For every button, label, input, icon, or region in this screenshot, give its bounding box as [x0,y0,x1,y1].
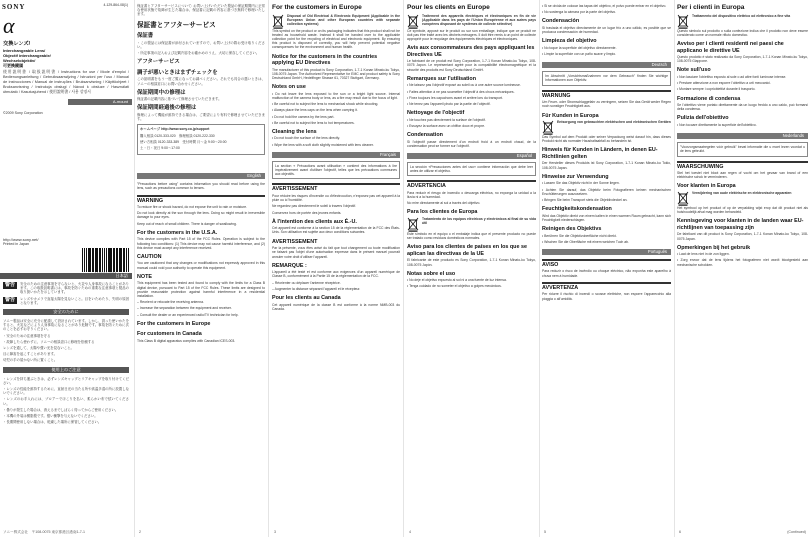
usage-bar: 使用上のご注意 [3,367,129,373]
fold-line [539,0,540,537]
heading-notes-on-use: Notes on use [272,84,306,91]
heading-remarque: REMARQUE : [272,262,307,269]
heading-europa-es: Para los clientes de Europa [407,209,478,216]
alpha-logo: α [3,13,15,38]
heading-hinweise: Hinweise zur Verwendung [542,173,609,180]
page-number-5: 5 [544,530,546,534]
heading-aviso-ue: Aviso para los clientes de países en los que se aplican las directivas de la UE [407,244,527,257]
cover-column [0,0,132,537]
heading-feuchtigkeit: Feuchtigkeitskondensation [542,206,612,213]
heading-avertissement-1: AVERTISSEMENT [272,183,400,193]
heading-canada-fr: Pour les clients au Canada [272,295,341,302]
heading-note-uso: Note sull'uso [677,67,711,74]
warning-label-1: 警告 [5,282,16,288]
copyright: ©2009 Sony Corporation [3,110,43,115]
heading-europe-fr: Pour les clients en Europe [407,4,490,11]
heading-advertencia-1: ADVERTENCIA [407,180,536,190]
heading-eu-notice: Notice for the customers in the countries applying EU Directives [272,53,378,67]
heading-nettoyage: Nettoyage de l'objectif [407,110,465,117]
column-2: 保証書とアフターサービスについて: お買い上げいただいた製品の保証期間内に正常な使用状態で故障が生じた場合は、保証書に記載の内容に基づき無料で修理いたします。 保証書とアフターサービス 保証書 ・この製品には保証書が添付されていますので、お買い上げの際お受け取りください。 ・所定事項の記入および記載内容をお確かめのうえ、大切に保存してください。 アフターサービス 調子が悪いときはまずチェックを この説明書をもう一度ご覧になってお調べください。それでも具合の悪いときは、ソニーの相談窓口にお問い合わせください。 保証期間中の修理は 保証書の記載内容に基づいて修理させていただきます。 保証期間経過後の修理は 修理によって機能が維持できる場合は、ご要望により有料で修理させていただきます。 ホームページ http://www.sony.co.jp/support 購入相談 0120-333-020 修理相談 0120-222-330 使い方相談 0120-333-389 受付時間 月～金 9:00～20:00 土・日・祝日 9:00～17:00 English "Precautions before using" contains information you should read before using the lens, such as precautions common to lenses. WARNING To reduce fire or shock hazard, do not expose the unit to rain or moisture. Do not look directly at the sun through the lens. Doing so might result in irreversible damage to your eyes. Keep out of reach of small children. There is danger of swallowing. For the customers in the U.S.A. This device complies with Part 15 of the FCC Rules. Operation is subject to the following two conditions: (1) This device may not cause harmful interference, and (2) this device must accept any interference received. CAUTION You are cautioned that any changes or modifications not expressly approved in this manual could void your authority to operate this equipment. NOTE This equipment has been tested and found to comply with the limits for a Class B digital device, pursuant to Part 15 of the FCC Rules. These limits are designed to provide reasonable protection against harmful interference in a residential installation. – Reorient or relocate the receiving antenna. – Increase the separation between the equipment and receiver. – Consult the dealer or an experienced radio/TV technician for help. For the customers in Europe For customers in Canada This Class B digital apparatus complies with Canadian ICES-003. 2 [137,4,265,534]
column-4: Pour les clients en Europe Traitement des appareils électriques et électroniques en fin de vie (Applicable dans les pays de l'Union Européenne et aux autres pays européens disposant de systèmes de collecte sélective) Ce symbole, apposé sur le produit ou sur son emballage, indique que ce produit ne doit pas être traité avec les déchets ménagers. Il doit être remis à un point de collecte approprié pour le recyclage des équipements électriques et électroniques. Avis aux consommateurs des pays appliquant les Directives UE Le fabricant de ce produit est Sony Corporation, 1-7-1 Konan Minato-ku Tokyo, 108-0075 Japon. Le représentant agréé pour la compatibilité électromagnétique et la sécurité des produits est Sony Deutschland GmbH. Remarques sur l'utilisation • Ne laissez pas l'objectif exposé au soleil ou à une autre source lumineuse. • Faites attention à ne pas soumettre l'objectif à des chocs mécaniques. • Fixez toujours les capuchons avant et arrière lors du transport. • Ne tenez pas l'appareil photo par la partie de l'objectif. Nettoyage de l'objectif • Ne touchez pas directement la surface de l'objectif. • Essuyez la surface avec un chiffon doux et propre. Condensation Si l'objectif passe directement d'un endroit froid à un endroit chaud, de la condensation peut se former sur l'objectif. Español La sección «Precauciones antes del uso» contiene información que debe leer antes de utilizar el objetivo. ADVERTENCIA Para reducir el riesgo de incendio o descarga eléctrica, no exponga la unidad a la lluvia ni a la humedad. No mire directamente al sol a través del objetivo. Para los clientes de Europa Tratamiento de los equipos eléctricos y electrónicos al final de su vida útil Este símbolo en el equipo o el embalaje indica que el presente producto no puede ser tratado como residuos domésticos normales. Aviso para los clientes de países en los que se aplican las directivas de la UE El fabricante de este producto es Sony Corporation, 1-7-1 Konan Minato-ku Tokyo, 108-0075 Japón. Notas sobre el uso • No deje el objetivo expuesto al sol ni a una fuente de luz intensa. • Tenga cuidado de no someter el objetivo a golpes mecánicos. 4 [407,4,536,534]
column-3: For the customers in Europe Disposal of Old Electrical & Electronic Equipment (Applicable in the European Union and other European countries with separate collection systems) This symbol on the product or on its packaging indicates that this product shall not be treated as household waste. Instead it shall be handed over to the applicable collection point for the recycling of electrical and electronic equipment. By ensuring this product is disposed of correctly, you will help prevent potential negative consequences for the environment and human health. Notice for the customers in the countries applying EU Directives The manufacturer of this product is Sony Corporation, 1-7-1 Konan Minato-ku Tokyo, 108-0075 Japan. The Authorized Representative for EMC and product safety is Sony Deutschland GmbH, Hedelfinger Strasse 61, 70327 Stuttgart, Germany. Notes on use • Do not leave the lens exposed to the sun or a bright light source. Internal malfunction of the camera body or lens, as a fire may result due to the focus of light. • Be careful not to subject the lens to mechanical shock while shooting. • Always place the lens caps on the lens when carrying it. • Do not hold the camera by the lens part. • Be careful not to subject the lens to hot temperatures. Cleaning the lens • Do not touch the surface of the lens directly. • Wipe the lens with a soft cloth slightly moistened with lens cleaner. Français La section « Précautions avant utilisation » contient des informations à lire impérativement avant d'utiliser l'objectif, telles que les précautions communes aux objectifs. AVERTISSEMENT Pour réduire les risques d'incendie ou d'électrocution, n'exposez pas cet appareil à la pluie ou à l'humidité. Ne regardez pas directement le soleil à travers l'objectif. Conservez hors de portée des jeunes enfants. À l'intention des clients aux É.-U. Cet appareil est conforme à la section 15 de la réglementation de la FCC des États-Unis. Son utilisation est sujette aux deux conditions suivantes. AVERTISSEMENT Par la présente, vous êtes avisé du fait que tout changement ou toute modification ne faisant pas l'objet d'une autorisation expresse dans le présent manuel pourrait annuler votre droit d'utiliser l'appareil. REMARQUE : L'appareil a été testé et est conforme aux exigences d'un appareil numérique de Classe B, conformément à la Partie 15 de la réglementation de la FCC. – Réorienter ou déplacer l'antenne réceptrice. – Augmenter la distance séparant l'appareil et le récepteur. Pour les clients au Canada Cet appareil numérique de la classe B est conforme à la norme NMB-003 du Canada. 3 [272,4,400,534]
crossed-bin-icon [542,120,554,135]
crossed-bin-icon [677,14,689,29]
heading-pulizia: Pulizia dell'obiettivo [677,115,729,122]
crossed-bin-icon [677,191,689,206]
contact-box: ホームページ http://www.sony.co.jp/support 購入相談 0120-333-020 修理相談 0120-222-330 使い方相談 0120-333-389 受付時間 月～金 9:00～20:00 土・日・祝日 9:00～17:00 [137,124,265,155]
heading-customers-canada: For customers in Canada [137,331,202,338]
heading-warnung: WARNUNG [542,90,671,100]
french-bar: Français [272,152,400,158]
column-6: Per i clienti in Europa Trattamento del dispositivo elettrico od elettronico a fine vita Questo simbolo sul prodotto o sulla confezione indica che il prodotto non deve essere considerato come un normale rifiuto domestico. Avviso per i clienti residenti nei paesi che applicano le direttive UE Questo prodotto è stato realizzato da Sony Corporation, 1-7-1 Konan Minato-ku Tokyo, 108-0075 Giappone. Note sull'uso • Non lasciare l'obiettivo esposto al sole o ad altre fonti luminose intense. • Prestare attenzione a non esporre l'obiettivo a urti meccanici. • Montare sempre i copriobiettivi durante il trasporto. Formazione di condensa Se l'obiettivo viene portato direttamente da un luogo freddo a uno caldo, può formarsi della condensa. Pulizia dell'obiettivo • Non toccare direttamente la superficie dell'obiettivo. Nederlands "Voorzorgsmaatregelen vóór gebruik" bevat informatie die u moet lezen voordat u de lens gebruikt. WAARSCHUWING Stel het toestel niet bloot aan regen of vocht om het gevaar van brand of een elektrische schok te verminderen. Voor klanten in Europa Verwijdering van oude elektrische en elektronische apparaten Het symbool op het product of op de verpakking wijst erop dat dit product niet als huishoudelijk afval mag worden behandeld. Kennisgeving voor klanten in de landen waar EU-richtlijnen van toepassing zijn De fabrikant van dit product is Sony Corporation, 1-7-1 Konan Minato-ku Tokyo, 108-0075 Japan. Opmerkingen bij het gebruik • Laat de lens niet in de zon liggen. • Zorg ervoor dat de lens tijdens het fotograferen niet wordt blootgesteld aan mechanische schokken. 6 (Continued) [677,4,808,534]
sony-logo: SONY [2,3,26,11]
fold-line [134,0,135,537]
fold-line [268,0,269,537]
heading-attention-us: À l'intention des clients aux É.-U. [272,218,357,225]
fold-line [674,0,675,537]
heading-europe-en: For the customers in Europe [272,4,362,11]
barcode-area [3,238,129,277]
heading-repair-during: 保証期間中の修理は [137,89,186,96]
heading-warranty-service: 保証書とアフターサービス [137,21,216,29]
heading-condensa: Formazione di condensa [677,95,741,102]
continued-label: (Continued) [787,530,806,534]
heading-cleaning: Cleaning the lens [272,128,317,135]
heading-kennisgeving: Kennisgeving voor klanten in de landen waar EU-richtlijnen van toepassing zijn [677,218,804,231]
lens-title: 交換レンズ/ Interchangeable Lens/ Objectif interchangeable/ Wechselobjektiv/ 可更換鏡頭 [3,41,51,68]
barcode [82,248,129,272]
english-bar: English [137,173,265,179]
heading-europa-nl: Voor klanten in Europa [677,183,736,190]
heading-caution: CAUTION [137,253,162,260]
heading-waarschuwing: WAARSCHUWING [677,161,808,171]
heading-europa-de: Für Kunden in Europa [542,112,599,119]
heading-avvertenza: AVVERTENZA [542,282,671,292]
page-number-4: 4 [409,530,411,534]
heading-limpieza: Limpieza del objetivo [542,38,597,45]
heading-customers-us: For the customers in the U.S.A. [137,229,218,236]
heading-europa-it: Per i clienti in Europa [677,4,745,11]
heading-condensation: Condensation [407,132,443,139]
model-bar: A-mount [68,99,132,105]
spanish-bar: Español [407,153,536,159]
printed-in: Printed in Japan [3,242,29,247]
dutch-bar: Nederlands [677,133,808,139]
language-list: 使用説明書 / 取扱説明書 / Instructions for use / Mode d'emploi / Bedienungsanleitung / Gebruiksaanwijzing / Istruzioni per l'uso / Manual de instrucciones / Manual de instruções / Bruksanvisning / Käyttöohjeet / Bruksanvisning / Instrukcja obsługi / Návod k obsluze / Használati útmutató / Kasutusjuhend / 使用說明書 / 사용 설명서 [3,69,129,94]
heading-remarques: Remarques sur l'utilisation [407,75,476,82]
column-5: • Si se olvida de colocar las tapas del objetivo, el polvo puede entrar en el objetivo. • No sostenga la cámara por la parte del objetivo. Condensación Si traslada el objetivo directamente de un lugar frío a uno cálido, es posible que se produzca condensación de humedad. Limpieza del objetivo • No toque la superficie del objetivo directamente. • Limpie la superficie con un paño suave y limpio. Deutsch Im Abschnitt „Vorsichtsmaßnahmen vor dem Gebrauch" finden Sie wichtige Informationen zum Objektiv. WARNUNG Um Feuer- oder Stromschlaggefahr zu verringern, setzen Sie das Gerät weder Regen noch sonstiger Feuchtigkeit aus. Für Kunden in Europa Entsorgung von gebrauchten elektrischen und elektronischen Geräten Das Symbol auf dem Produkt oder seiner Verpackung weist darauf hin, dass dieses Produkt nicht als normaler Haushaltsabfall zu behandeln ist. Hinweis für Kunden in Ländern, in denen EU-Richtlinien gelten Der Hersteller dieses Produkts ist Sony Corporation, 1-7-1 Konan Minato-ku Tokio, 108-0075 Japan. Hinweise zur Verwendung • Lassen Sie das Objektiv nicht in der Sonne liegen. • Achten Sie darauf, das Objektiv beim Fotografieren keinen mechanischen Erschütterungen auszusetzen. • Bringen Sie beim Transport stets die Objektivdeckel an. Feuchtigkeitskondensation Wird das Objektiv direkt von einem kalten in einen warmen Raum gebracht, kann sich Feuchtigkeit niederschlagen. Reinigen des Objektivs • Berühren Sie die Objektivoberfläche nicht direkt. • Wischen Sie die Oberfläche mit einem weichen Tuch ab. Português AVISO Para reduzir o risco de incêndio ou choque eléctrico, não exponha este aparelho à chuva nem à humidade. AVVERTENZA Per ridurre il rischio di incendi o scosse elettriche, non esporre l'apparecchio alla pioggia o all'umidità. 5 [542,4,671,534]
sony-url: http://www.sony.net/ [3,237,39,242]
disposal-title: Disposal of Old Electrical & Electronic Equipment (Applicable in the European Union and other European countries with separate collection systems) [287,13,400,26]
heading-warning: WARNING [137,195,265,205]
heading-repair-after: 保証期間経過後の修理は [137,105,197,112]
page-number-3: 3 [274,530,276,534]
heading-eu-hinweis: Hinweis für Kunden in Ländern, in denen EU-Richtlinien gelten [542,147,658,160]
heading-after-service: アフターサービス [137,59,180,66]
precautions-intro: "Precautions before using" contains information you should read before using the lens, such as precautions common to lenses. [137,182,265,191]
heading-aviso-pt: AVISO [542,259,671,269]
heading-customers-europe: For the customers in Europe [137,320,211,327]
heading-avis-ue: Avis aux consommateurs des pays appliquant les Directives UE [407,45,535,58]
heading-avviso-ue: Avviso per i clienti residenti nei paesi che applicano le direttive UE [677,41,784,54]
japanese-warnings: 警告 安全のための注意事項を守らないと、火災や人身事故になることがあります。この取扱説明書には、事故を防ぐための重要な注意事項と製品の取り扱いかたを示しています。 警告 レンズやカメラで直接太陽を見ないこと。目をいためたり、失明の原因となります。 安全のために ソニー製品は安全に充分に配慮して設計されています。しかし、誤った使いかたをすると、火災などにより人身事故になることがあり危険です。事故を防ぐために次のことを必ずお守りください。 ・安全のための注意事項を守る ・故障したら使わずに、ソニーの相談窓口に修理を依頼する レンズを通して、太陽や強い光を見ないこと。 目に障害を起こすことがあります。 幼児の手の届かない所に置くこと。 使用上のご注意 ・レンズを持ち運ぶときは、必ずレンズキャップとリアキャップを取り付けてください。 ・レンズの性能を維持するために、直射日光の当たる所や高温多湿の所に放置しないでください。 ・レンズのお手入れには、ブロアーでほこりを払い、柔らかい布で拭いてください。 ・曇りが発生した場合は、消えるまでしばらく待ってからご使用ください。 ・本機の外装は樹脂製です。強い衝撃を与えないでください。 ・長期間使用しない場合は、乾燥した場所に保管してください。 [3,282,129,425]
heading-avertissement-2: AVERTISSEMENT [272,238,318,245]
warning-label-2: 警告 [5,296,16,303]
german-bar: Deutsch [542,62,671,68]
crossed-bin-icon [272,14,284,29]
safety-bar: 安全のために [3,309,129,315]
heading-reinigung: Reinigen des Objektivs [542,226,602,233]
page-number-6: 6 [679,530,681,534]
heading-opmerkingen: Opmerkingen bij het gebruik [677,244,751,251]
heading-note: NOTE [137,273,152,280]
part-number: 4-129-864-08(1) [103,3,128,7]
japanese-bar: 日本語 [0,273,132,279]
portuguese-bar: Português [542,249,671,255]
page-number-2: 2 [139,530,141,534]
crossed-bin-icon [407,14,419,29]
heading-notas: Notas sobre el uso [407,270,456,277]
heading-condensacion: Condensación [542,18,580,25]
fold-line [403,0,404,537]
heading-check-first: 調子が悪いときはまずチェックを [137,69,218,76]
heading-warranty: 保証書 [137,33,154,40]
crossed-bin-icon [407,217,419,232]
footer-address: ソニー株式会社 〒108-0075 東京都港区港南1-7-1 [3,530,86,534]
